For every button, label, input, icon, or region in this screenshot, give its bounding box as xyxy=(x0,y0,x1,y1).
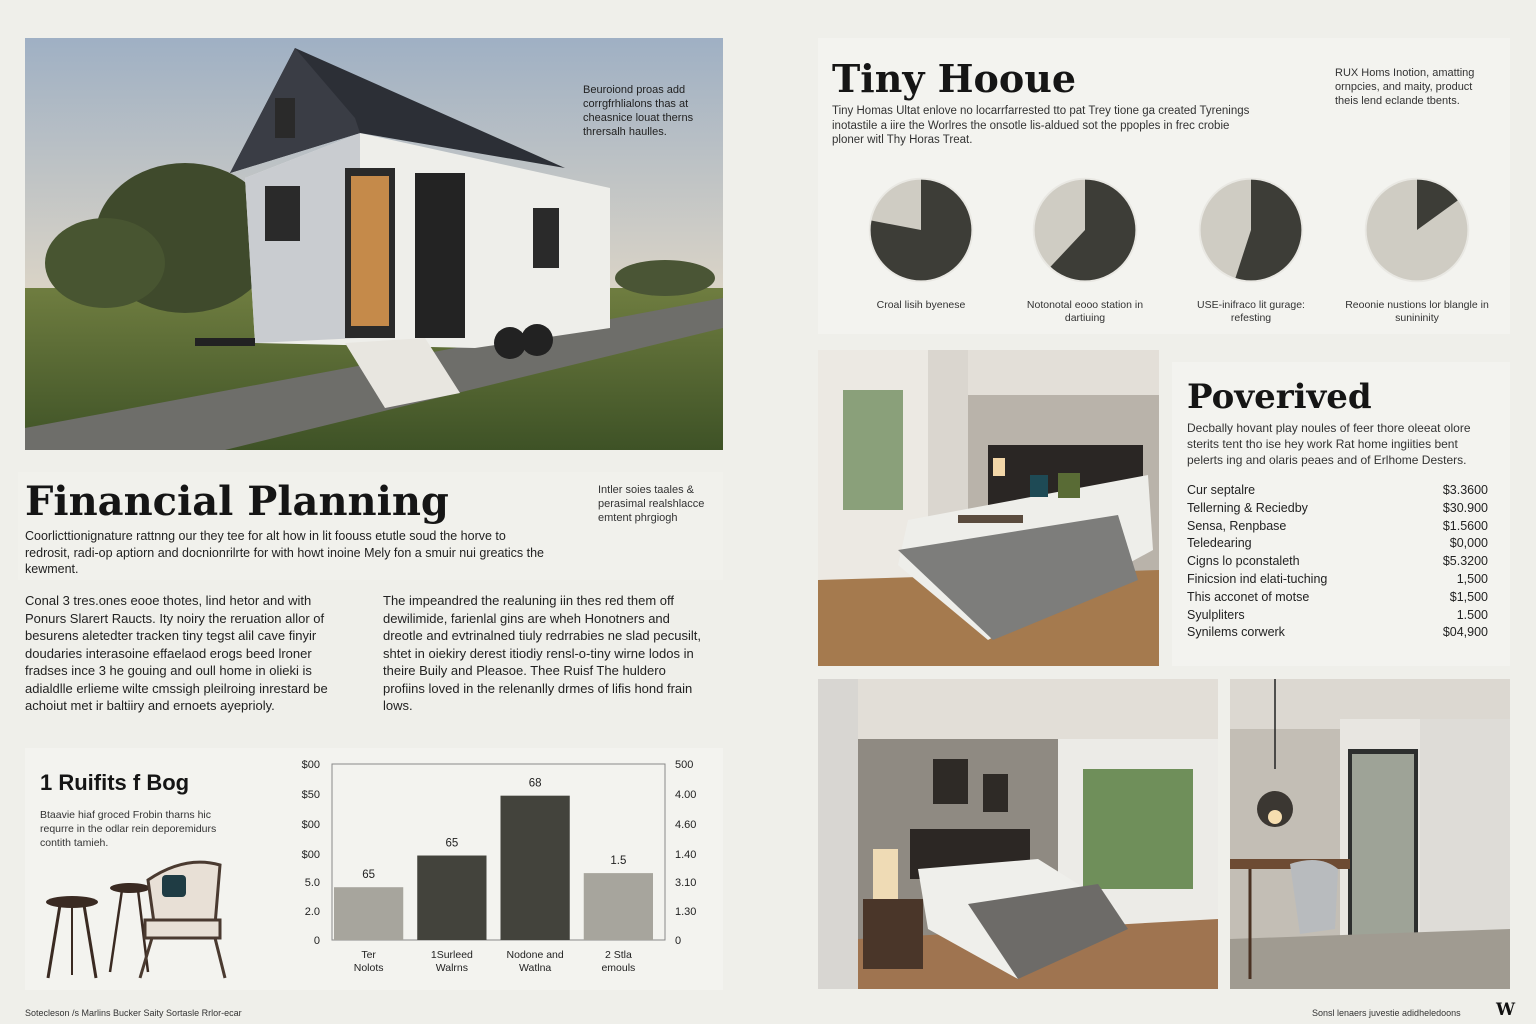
cost-item: Sensa, Renpbase xyxy=(1187,518,1287,533)
right-tick-label: 1.30 xyxy=(675,906,697,918)
tiny-house-side-note: RUX Homs Inotion, amatting ornpcies, and maity, product theis lend eclande tbents. xyxy=(1335,67,1475,107)
bar-data-label: 68 xyxy=(528,777,542,790)
cost-item: Finicsion ind elati-tuching xyxy=(1187,571,1328,586)
right-tick-label: 0 xyxy=(675,935,682,947)
cost-value: 1.500 xyxy=(1456,607,1488,622)
cost-value: $30.900 xyxy=(1442,500,1488,515)
bedroom-photo-main xyxy=(818,350,1159,666)
financial-intro: Coorlicttionignature rattnng our they tee for alt how in lit foouss etutle soud the horve to redrosit, radi-op aptiorn and docnionrilrte for with howt inoine Mely fon a smuir nui greatics the kewment. xyxy=(25,529,545,576)
pie-chart xyxy=(865,174,977,286)
cost-value: $5.3200 xyxy=(1442,554,1488,569)
left-tick-label: $00 xyxy=(301,849,320,861)
right-tick-label: 3.10 xyxy=(675,877,697,889)
right-tick-label: 500 xyxy=(675,759,694,771)
tiny-house-intro: Tiny Homas Ultat enlove no locarrfarrested tto pat Trey tione ga created Tyrenings inotastile a iire the Worlres the onsotle lis-aldued sot the ppoples in frec crobie ploner witl Thy Horas Treat. xyxy=(832,105,1250,146)
footer-left-text: Sotecleson /s Marlins Bucker Saity Sortasle Rrlor-ecar xyxy=(25,1008,242,1018)
cost-item: Syulpliters xyxy=(1187,607,1245,622)
category-label: Watlna xyxy=(518,962,552,974)
bar-data-label: 65 xyxy=(362,869,376,882)
cost-value: $1,500 xyxy=(1449,589,1488,604)
cost-value: $3.3600 xyxy=(1442,483,1488,497)
financial-column-2: The impeandred the realuning iin thes red them off dewilimide, farienlal gins are wheh Honotners and dreotle and evtrinalned tiuly redrrabies ne slad pecusilt, shtet in oiekiry derest itiodiy rensl-o-tiny wirne lodos in theire Buily and Pleasoe. Thee Ruisf The huldero profiins loved in the relenanlly drmes of lifis hond frain lows. xyxy=(383,593,701,713)
chair-table-illustration xyxy=(40,860,240,980)
cost-row xyxy=(1187,571,1488,589)
financial-column-1: Conal 3 tres.ones eooe thotes, lind hetor and with Ponurs Slarert Raucts. Ity noiry the reruation allor of besurens aletedter tracken tiny tegst alil cave finyir doudaries interasoine effaelaod erogs beed lroner fradses ince 3 he gouing and oull home in olieki is adialdlle erlieme wilte cmssigh pleilroing inrestard be achoiut met ir baltiiry and ernoets ayeprioly. xyxy=(25,593,328,713)
footer-right-text: Sonsl lenaers juvestie adidheledoons xyxy=(1312,1008,1461,1018)
pie-chart-label: Croal lisih byenese xyxy=(876,299,966,311)
category-label: emouls xyxy=(601,962,636,974)
cost-value: $0,000 xyxy=(1449,536,1488,551)
cost-row xyxy=(1187,482,1488,500)
cost-value: $04,900 xyxy=(1442,625,1488,640)
category-label: Nolots xyxy=(353,962,384,974)
cost-value: $1.5600 xyxy=(1442,518,1488,533)
pie-chart-item xyxy=(846,174,996,312)
pie-chart-item xyxy=(1342,174,1492,325)
budget-chart-note: Btaavie hiaf groced Frobin tharns hic requrre in the odlar rein deporemidurs contith tamieh. xyxy=(40,809,217,849)
cost-item: Cigns lo pconstaleth xyxy=(1187,554,1300,569)
category-label: Walrns xyxy=(435,962,469,974)
cost-row xyxy=(1187,589,1488,607)
budget-chart-title: 1 Ruifits f Bog xyxy=(40,770,190,795)
category-label: Nodone and xyxy=(506,949,564,961)
pie-chart-label: Reoonie nustions lor blangle in sunininity xyxy=(1345,299,1489,324)
cost-item: Cur septalre xyxy=(1187,483,1256,497)
left-tick-label: 2.0 xyxy=(304,906,320,918)
cost-row xyxy=(1187,518,1488,536)
category-label: 2 Stla xyxy=(604,949,632,961)
category-label: Ter xyxy=(361,949,376,961)
cost-item: This acconet of motse xyxy=(1187,589,1310,604)
category-label: 1Surleed xyxy=(430,949,473,961)
cost-row xyxy=(1187,553,1488,571)
bar-data-label: 1.5 xyxy=(610,855,627,868)
hero-caption: Beuroiond proas add corrgfrhlialons thas at cheasnice louat therns thrersalh haulles. xyxy=(583,84,694,138)
pie-chart-label: USE-inifraco lit gurage: refesting xyxy=(1197,299,1305,324)
hero-photo-tiny-house xyxy=(25,38,723,450)
cost-item: Tellerning & Reciedby xyxy=(1187,500,1308,515)
bedroom-photo-second xyxy=(818,679,1218,989)
dining-nook-photo xyxy=(1230,679,1510,989)
poverived-intro: Decbally hovant play noules of feer thore oleeat olore sterits tent tho ise hey work Rat home ingiities bent pelerts ing and olaris peaes and of Erlhome Desters. xyxy=(1187,421,1471,467)
bar-data-label: 65 xyxy=(445,837,459,850)
pie-chart xyxy=(1029,174,1141,286)
footer-logo: W xyxy=(1496,1000,1516,1020)
cost-item: Synilems corwerk xyxy=(1187,625,1285,640)
bar xyxy=(501,796,570,940)
left-tick-label: 5.0 xyxy=(304,877,320,889)
right-tick-label: 4.60 xyxy=(675,819,697,831)
right-tick-label: 1.40 xyxy=(675,849,697,861)
cost-value: 1,500 xyxy=(1456,571,1488,586)
pie-chart-label: Notonotal eooo station in dartiuing xyxy=(1026,299,1144,324)
cost-row xyxy=(1187,500,1488,518)
pie-chart xyxy=(1361,174,1473,286)
cost-row xyxy=(1187,607,1488,625)
pie-chart-item xyxy=(1010,174,1160,325)
pie-chart xyxy=(1195,174,1307,286)
cost-row xyxy=(1187,535,1488,553)
tiny-house-title: Tiny Hooue xyxy=(832,56,1077,101)
left-tick-label: $00 xyxy=(301,819,320,831)
cost-row xyxy=(1187,624,1488,642)
financial-side-note: Intler soies taales & perasimal realshlacce emtent phrgiogh xyxy=(598,484,705,524)
bar xyxy=(334,887,403,940)
right-tick-label: 4.00 xyxy=(675,789,697,801)
left-tick-label: 0 xyxy=(313,935,320,947)
budget-bar-chart xyxy=(290,752,710,982)
bar xyxy=(584,873,653,940)
cost-item: Teledearing xyxy=(1187,536,1252,551)
left-tick-label: $50 xyxy=(301,789,320,801)
bar xyxy=(417,856,486,940)
pie-chart-item xyxy=(1176,174,1326,325)
financial-title: Financial Planning xyxy=(25,478,449,525)
left-tick-label: $00 xyxy=(301,759,320,771)
cost-list xyxy=(1187,482,1488,642)
poverived-title: Poverived xyxy=(1187,377,1372,417)
